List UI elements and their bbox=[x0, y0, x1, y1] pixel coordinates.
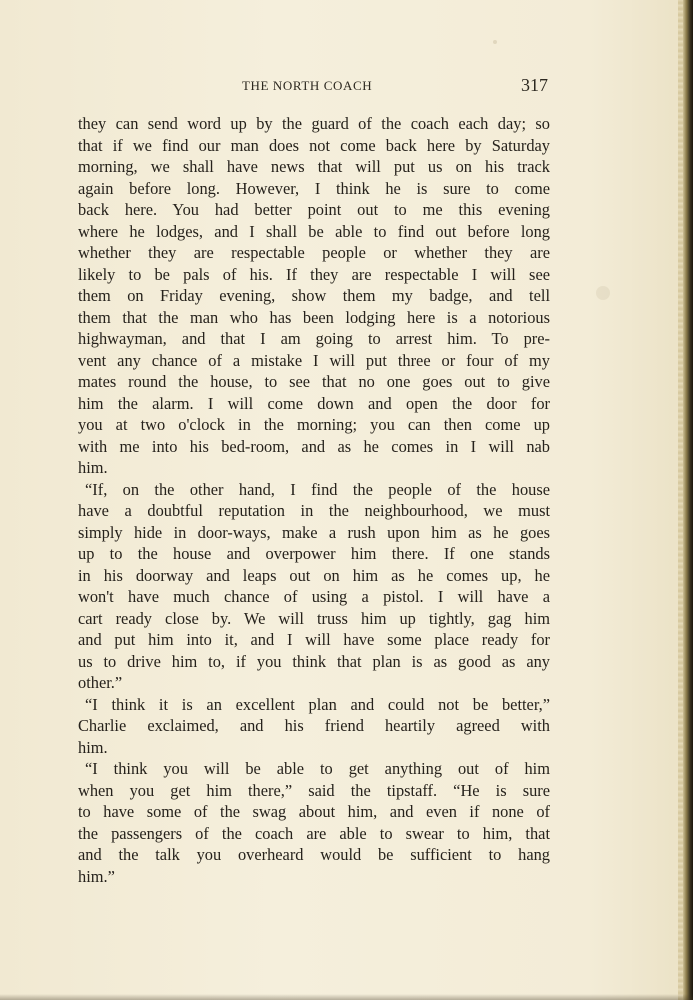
paper-blemish bbox=[596, 286, 610, 300]
text-line: with me into his bed-room, and as he comes in I will nab bbox=[78, 436, 550, 456]
text-line: cart ready close by. We will truss him up tightly, gag him bbox=[78, 608, 550, 628]
text-line: have a doubtful reputation in the neighbourhood, we must bbox=[78, 501, 550, 520]
text-line: “I think it is an excellent plan and could not be better,” bbox=[85, 694, 550, 714]
text-line: won't have much chance of using a pistol. I will have a bbox=[78, 587, 550, 606]
text-line: him. bbox=[78, 458, 108, 477]
text-line: him.” bbox=[78, 866, 115, 886]
text-line: “If, on the other hand, I find the people of the house bbox=[85, 479, 550, 499]
text-line: again before long. However, I think he is sure to come bbox=[78, 178, 550, 198]
text-line: back here. You had better point out to me this evening bbox=[78, 200, 550, 219]
text-line: simply hide in door-ways, make a rush upon him as he goes bbox=[78, 522, 550, 542]
text-line: where he lodges, and I shall be able to find out before long bbox=[78, 221, 550, 241]
text-line: morning, we shall have news that will put us on his track bbox=[78, 157, 550, 176]
running-title: THE NORTH COACH bbox=[242, 78, 373, 93]
book-spine-shadow bbox=[683, 0, 693, 1000]
text-line: likely to be pals of his. If they are respectable I will see bbox=[78, 264, 550, 284]
text-line: mates round the house, to see that no one goes out to give bbox=[78, 372, 550, 391]
text-line: him. bbox=[78, 737, 108, 757]
text-line: to have some of the swag about him, and even if none of bbox=[78, 802, 550, 821]
page-header bbox=[78, 75, 550, 98]
text-line: and put him into it, and I will have some place ready for bbox=[78, 630, 550, 649]
text-line: them on Friday evening, show them my badge, and tell bbox=[78, 286, 550, 305]
text-line: whether they are respectable people or whether they are bbox=[78, 243, 550, 262]
text-line: highwayman, and that I am going to arrest him. To pre- bbox=[78, 329, 550, 348]
text-line: up to the house and overpower him there. If one stands bbox=[78, 544, 550, 563]
text-line: him the alarm. I will come down and open the door for bbox=[78, 393, 550, 413]
text-line: the passengers of the coach are able to swear to him, that bbox=[78, 823, 550, 843]
paper-blemish bbox=[493, 40, 497, 44]
text-line: you at two o'clock in the morning; you can then come up bbox=[78, 415, 550, 434]
text-line: and the talk you overheard would be sufficient to hang bbox=[78, 845, 550, 864]
text-line: us to drive him to, if you think that plan is as good as any bbox=[78, 651, 550, 671]
text-line: vent any chance of a mistake I will put three or four of my bbox=[78, 350, 550, 370]
text-line: that if we find our man does not come back here by Saturday bbox=[78, 135, 550, 155]
bottom-edge-shadow bbox=[0, 994, 693, 1000]
body-text bbox=[78, 113, 550, 887]
text-line: in his doorway and leaps out on him as he comes up, he bbox=[78, 565, 550, 585]
text-line: “I think you will be able to get anything out of him bbox=[85, 759, 550, 778]
text-line: Charlie exclaimed, and his friend heartily agreed with bbox=[78, 716, 550, 735]
text-line: when you get him there,” said the tipstaff. “He is sure bbox=[78, 780, 550, 800]
text-line: other.” bbox=[78, 673, 123, 692]
page-number: 317 bbox=[521, 75, 548, 95]
text-line: them that the man who has been lodging here is a notorious bbox=[78, 307, 550, 327]
text-line: they can send word up by the guard of the coach each day; so bbox=[78, 114, 550, 133]
